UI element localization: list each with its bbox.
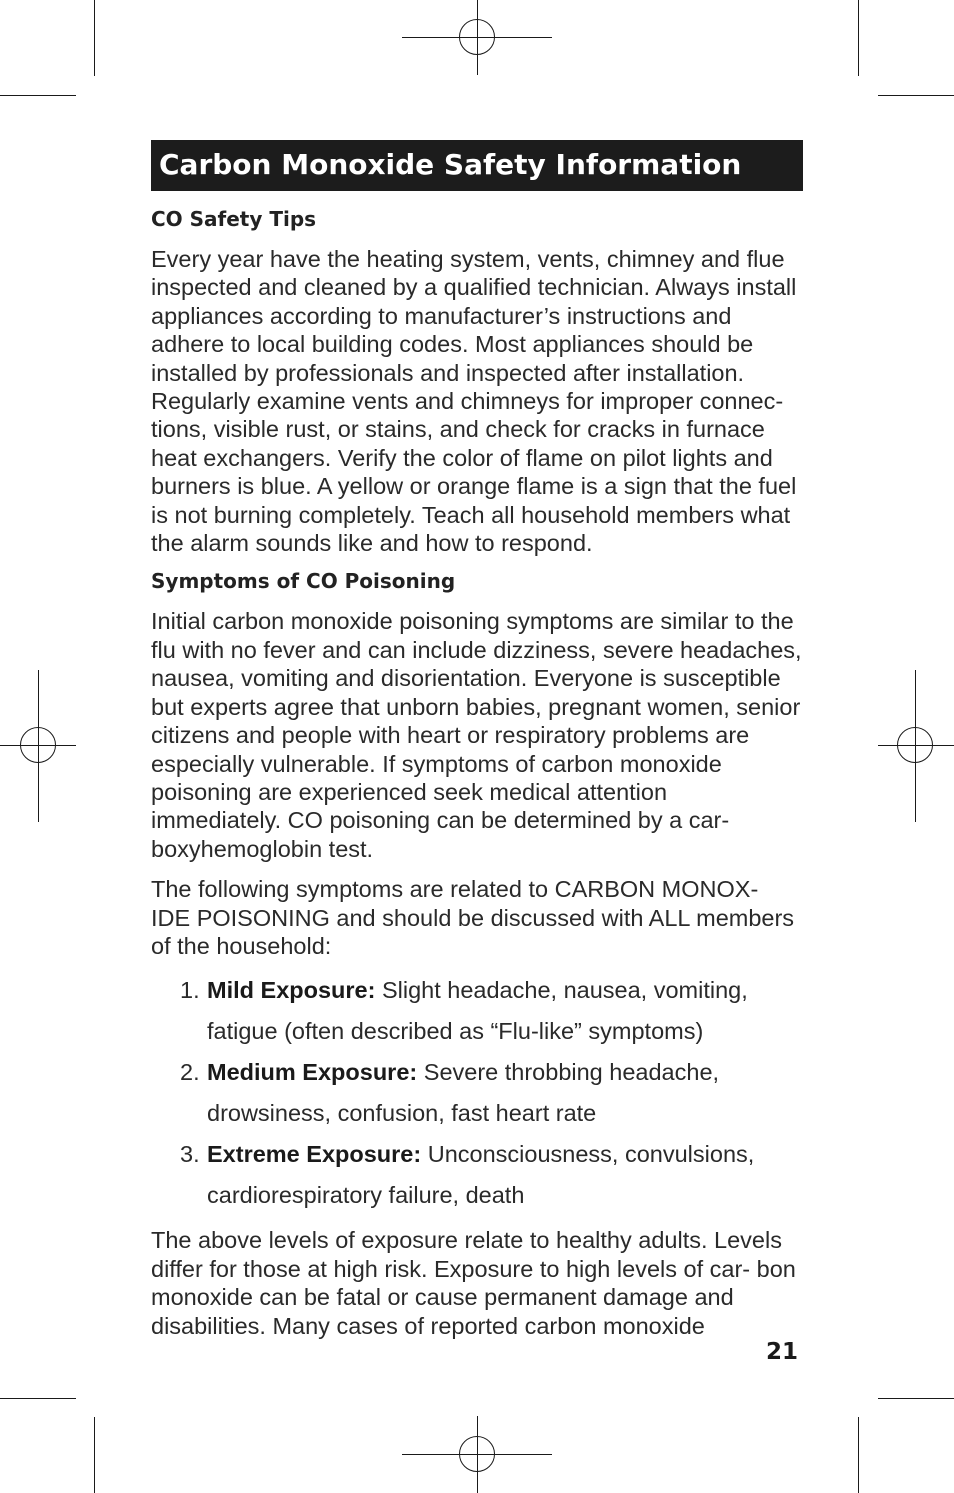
crop-mark <box>94 1417 95 1493</box>
list-item <box>151 1052 803 1134</box>
symptoms-intro-paragraph: Initial carbon monoxide poisoning symptoms are similar to the flu with no fever and can include dizziness, severe headaches, nausea, vomiting and disorientation. Everyone is susceptible but experts agree that unborn babies, pregnant women, senior citizens and people with heart or respiratory problems are especially vulnerable. If symptoms of carbon monoxide poisoning are experienced seek medical attention immediately. CO poisoning can be determined by a car- boxyhemoglobin test. <box>151 608 802 862</box>
exposure-description: cardiorespiratory failure, death <box>207 1182 525 1209</box>
exposure-description: Unconsciousness, convulsions, <box>427 1141 755 1168</box>
page-title: Carbon Monoxide Safety Information <box>151 140 803 191</box>
exposure-level-list <box>151 970 803 1216</box>
exposure-description: Slight headache, nausea, vomiting, <box>381 977 748 1004</box>
symptoms-lead-paragraph: The following symptoms are related to CARBON MONOX- IDE POISONING and should be discussed with ALL members of the household: <box>151 876 795 959</box>
exposure-description: fatigue (often described as “Flu-like” symptoms) <box>207 1018 704 1045</box>
exposure-description: drowsiness, confusion, fast heart rate <box>207 1100 597 1127</box>
crop-mark <box>94 0 95 76</box>
crop-mark <box>878 95 954 96</box>
exposure-description: Severe throbbing headache, <box>423 1059 720 1086</box>
crop-mark <box>0 1398 76 1399</box>
list-item <box>151 970 803 1052</box>
section-heading-symptoms: Symptoms of CO Poisoning <box>151 569 456 594</box>
section-heading-safety-tips: CO Safety Tips <box>151 207 317 231</box>
crop-mark <box>0 95 76 96</box>
crop-mark <box>858 0 859 76</box>
list-item <box>151 1134 803 1216</box>
page-content <box>151 140 803 1340</box>
list-item-number: 1. <box>180 977 200 1004</box>
crop-mark <box>878 1398 954 1399</box>
crop-mark <box>858 1417 859 1493</box>
safety-tips-paragraph: Every year have the heating system, vents, chimney and flue inspected and cleaned by a qualified technician. Always install appliances according to manufacturer’s instructions and adhere to local building codes. Most appliances should be installed by professionals and inspected after installation. Regularly examine vents and chimneys for improper connec- tions, visible rust, or stains, and check for cracks in furnace heat exchangers. Verify the color of flame on pilot lights and burners is blue. A yellow or orange flame is a sign that the fuel is not burning completely. Teach all household members what the alarm sounds like and how to respond. <box>151 246 797 557</box>
exposure-label: Medium Exposure: <box>207 1059 418 1086</box>
list-item-number: 2. <box>180 1059 200 1086</box>
closing-paragraph: The above levels of exposure relate to healthy adults. Levels differ for those at high risk. Exposure to high levels of car- bon monoxide can be fatal or cause permanent damage and disabilities. Many cases of reported carbon monoxide <box>151 1227 796 1339</box>
page-number: 21 <box>765 1339 798 1365</box>
exposure-label: Extreme Exposure: <box>207 1141 422 1168</box>
exposure-label: Mild Exposure: <box>207 977 376 1004</box>
list-item-number: 3. <box>180 1141 200 1168</box>
